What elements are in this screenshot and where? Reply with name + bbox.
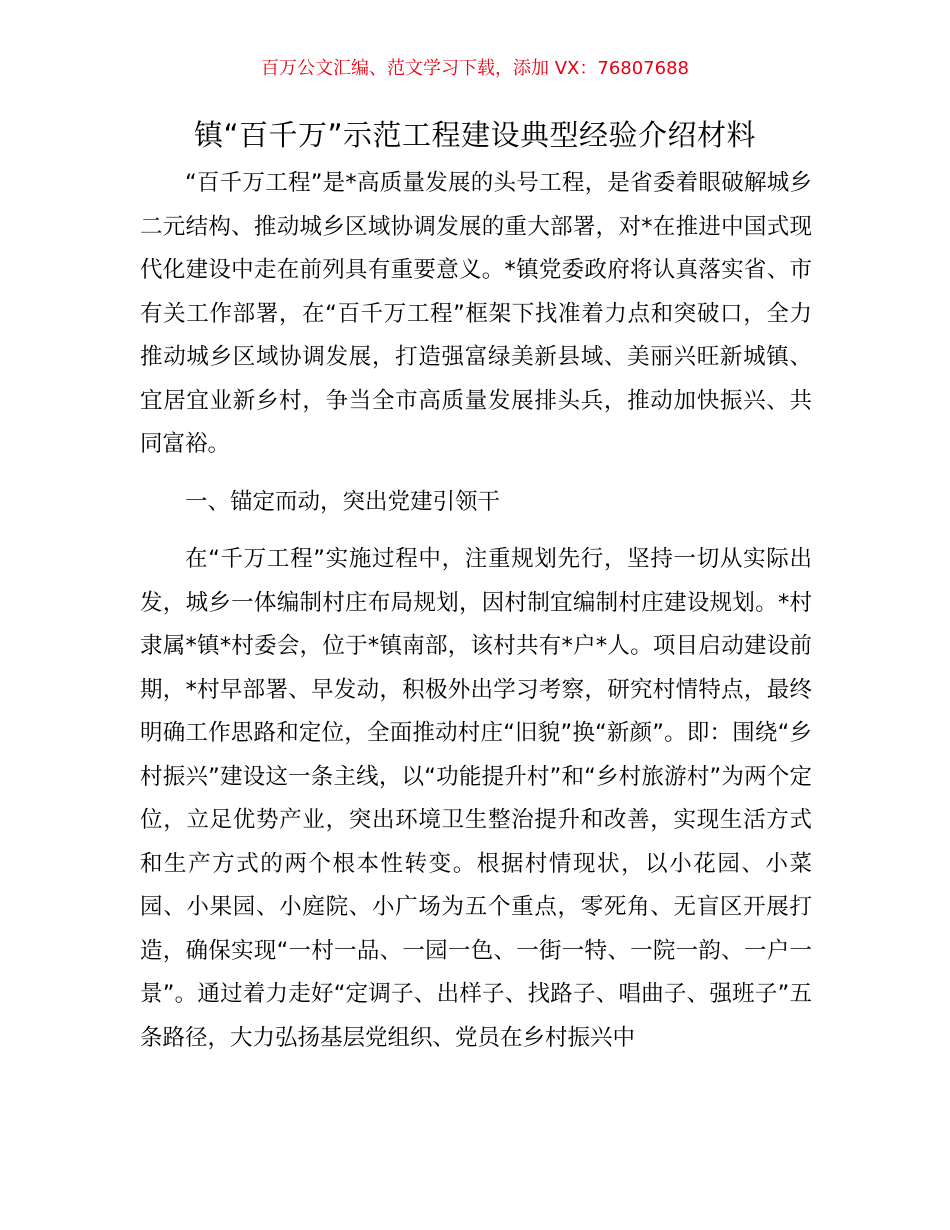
- document-body: [140, 162, 812, 1060]
- intro-paragraph: “百千万工程”是*高质量发展的头号工程，是省委着眼破解城乡二元结构、推动城乡区域协调发展的重大部署，对*在推进中国式现代化建设中走在前列具有重要意义。*镇党委政府将认真落实省、市有关工作部署，在“百千万工程”框架下找准着力点和突破口，全力推动城乡区域协调发展，打造强富绿美新县域、美丽兴旺新城镇、宜居宜业新乡村，争当全市高质量发展排头兵，推动加快振兴、共同富裕。: [140, 170, 812, 457]
- document-title: 镇“百千万”示范工程建设典型经验介绍材料: [193, 118, 757, 152]
- section-heading: 一、锚定而动，突出党建引领干: [185, 488, 501, 515]
- section-paragraph: 在“千万工程”实施过程中，注重规划先行，坚持一切从实际出发，城乡一体编制村庄布局规划，因村制宜编制村庄建设规划。*村隶属*镇*村委会，位于*镇南部，该村共有*户*人。项目启动建设前期，*村早部署、早发动，积极外出学习考察，研究村情特点，最终明确工作思路和定位，全面推动村庄“旧貌”换“新颜”。即：围绕“乡村振兴”建设这一条主线，以“功能提升村”和“乡村旅游村”为两个定位，立足优势产业，突出环境卫生整治提升和改善，实现生活方式和生产方式的两个根本性转变。根据村情现状，以小花园、小菜园、小果园、小庭院、小广场为五个重点，零死角、无盲区开展打造，确保实现“一村一品、一园一色、一街一特、一院一韵、一户一景”。通过着力走好“定调子、出样子、找路子、唱曲子、强班子”五条路径，大力弘扬基层党组织、党员在乡村振兴中: [140, 546, 812, 1051]
- promo-header: 百万公文汇编、范文学习下载，添加 VX：76807688: [261, 58, 689, 79]
